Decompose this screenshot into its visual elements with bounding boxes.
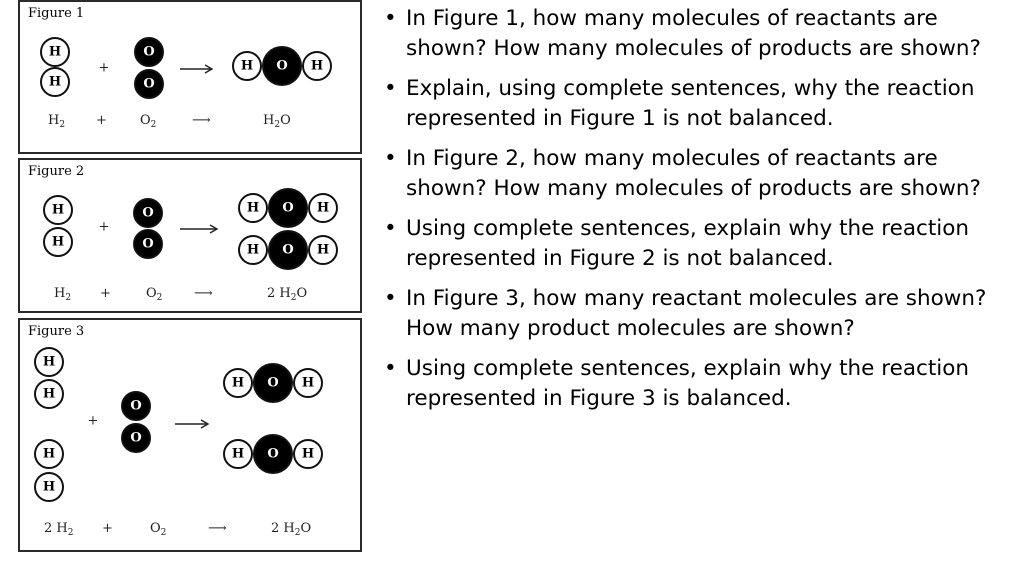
question-text: In Figure 1, how many molecules of reactants are shown? How many molecules of products are shown? xyxy=(406,6,981,61)
hydrogen-atom-label: H xyxy=(301,446,315,462)
figure-3 xyxy=(18,318,362,552)
h2-molecule xyxy=(44,196,72,256)
equation-arrow: ⟶ xyxy=(192,113,211,128)
oxygen-atom-label: O xyxy=(143,76,155,92)
hydrogen-atom-label: H xyxy=(51,234,65,250)
o2-molecule xyxy=(135,38,163,98)
question-item xyxy=(384,354,1014,414)
chemical-equation xyxy=(48,113,291,130)
figure-3-diagram xyxy=(20,320,360,550)
plus-sign: + xyxy=(98,219,110,235)
bullet: • xyxy=(384,146,397,171)
equation-product-h2o: 2 $H_2O$ xyxy=(271,521,312,538)
question-list xyxy=(384,4,1014,424)
figure-2 xyxy=(18,158,362,313)
question-text: Explain, using complete sentences, why the reaction represented in Figure 1 is not balanced. xyxy=(406,76,975,131)
hydrogen-atom-label: H xyxy=(246,242,260,258)
oxygen-atom-label: O xyxy=(142,236,154,252)
hydrogen-atom-label: H xyxy=(231,375,245,391)
h2-molecule xyxy=(35,348,63,408)
chemical-equation xyxy=(54,286,307,303)
figure-1 xyxy=(18,0,362,154)
equation-product-h2o: $H_2O$ xyxy=(263,113,291,130)
figure-1-title: Figure 1 xyxy=(28,6,85,21)
question-text: Using complete sentences, explain why the reaction represented in Figure 3 is balanced. xyxy=(406,356,969,411)
equation-reactant-o2: $O_2$ xyxy=(140,113,157,130)
oxygen-atom-label: O xyxy=(282,242,294,258)
bullet: • xyxy=(384,6,397,31)
chemical-equation xyxy=(44,521,311,538)
equation-product-h2o: 2 $H_2O$ xyxy=(267,286,308,303)
reaction-arrow xyxy=(175,420,208,428)
h2o-molecule xyxy=(239,231,337,269)
question-text: In Figure 3, how many reactant molecules are shown? How many product molecules are shown? xyxy=(406,286,987,341)
equation-arrow: ⟶ xyxy=(194,286,213,301)
h2o-molecule xyxy=(239,189,337,227)
o2-molecule xyxy=(122,392,150,452)
question-item xyxy=(384,74,1014,134)
question-text: In Figure 2, how many molecules of reactants are shown? How many molecules of products are shown? xyxy=(406,146,981,201)
hydrogen-atom-label: H xyxy=(42,386,56,402)
hydrogen-atom-label: H xyxy=(316,200,330,216)
figure-1-diagram xyxy=(20,2,360,152)
plus-sign: + xyxy=(98,60,110,76)
question-item xyxy=(384,144,1014,204)
oxygen-atom-label: O xyxy=(130,430,142,446)
hydrogen-atom-label: H xyxy=(240,58,254,74)
question-item xyxy=(384,284,1014,344)
reaction-arrow xyxy=(180,65,212,73)
equation-plus: + xyxy=(96,113,107,128)
hydrogen-atom-label: H xyxy=(42,479,56,495)
hydrogen-atom-label: H xyxy=(42,446,56,462)
equation-reactant-o2: $O_2$ xyxy=(146,286,163,303)
oxygen-atom-label: O xyxy=(267,375,279,391)
hydrogen-atom-label: H xyxy=(48,74,62,90)
hydrogen-atom-label: H xyxy=(246,200,260,216)
figure-3-title: Figure 3 xyxy=(28,324,85,339)
hydrogen-atom-label: H xyxy=(51,202,65,218)
o2-molecule xyxy=(134,199,162,258)
h2-molecule xyxy=(35,440,63,501)
figure-2-diagram xyxy=(20,160,360,311)
hydrogen-atom-label: H xyxy=(301,375,315,391)
h2o-molecule xyxy=(224,435,322,473)
hydrogen-atom-label: H xyxy=(42,354,56,370)
bullet: • xyxy=(384,286,397,311)
hydrogen-atom-label: H xyxy=(231,446,245,462)
bullet: • xyxy=(384,216,397,241)
h2o-molecule xyxy=(224,364,322,402)
oxygen-atom-label: O xyxy=(282,200,294,216)
equation-plus: + xyxy=(100,286,111,301)
oxygen-atom-label: O xyxy=(130,398,142,414)
reaction-arrow xyxy=(180,225,217,233)
question-item xyxy=(384,214,1014,274)
bullet: • xyxy=(384,356,397,381)
h2-molecule xyxy=(41,38,69,96)
oxygen-atom-label: O xyxy=(276,58,288,74)
plus-sign: + xyxy=(87,413,99,429)
oxygen-atom-label: O xyxy=(267,446,279,462)
question-text: Using complete sentences, explain why the reaction represented in Figure 2 is not balanced. xyxy=(406,216,969,271)
hydrogen-atom-label: H xyxy=(48,44,62,60)
bullet: • xyxy=(384,76,397,101)
equation-reactant-h2: 2 $H_2$ xyxy=(44,521,74,538)
equation-reactant-h2: $H_2$ xyxy=(54,286,72,303)
h2o-molecule xyxy=(233,47,331,85)
hydrogen-atom-label: H xyxy=(316,242,330,258)
equation-reactant-o2: $O_2$ xyxy=(150,521,167,538)
equation-reactant-h2: $H_2$ xyxy=(48,113,66,130)
equation-plus: + xyxy=(102,521,113,536)
equation-arrow: ⟶ xyxy=(208,521,227,536)
figure-2-title: Figure 2 xyxy=(28,164,85,179)
oxygen-atom-label: O xyxy=(142,205,154,221)
question-item xyxy=(384,4,1014,64)
hydrogen-atom-label: H xyxy=(310,58,324,74)
oxygen-atom-label: O xyxy=(143,44,155,60)
